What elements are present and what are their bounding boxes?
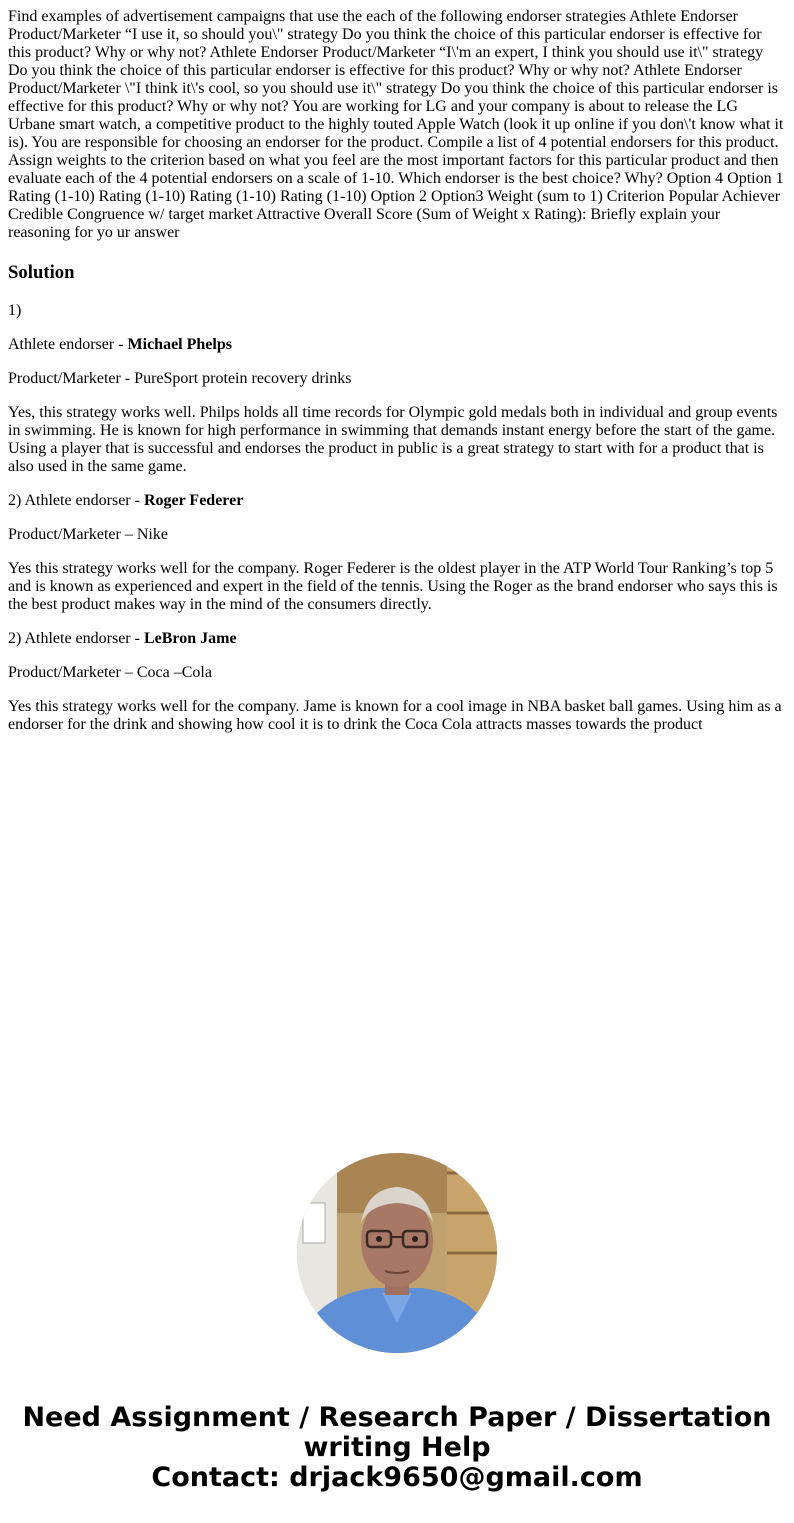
explanation-2: Yes this strategy works well for the company. Roger Federer is the oldest player in the ATP World Tour Ranking’s top 5 and is known as experienced and expert in the field of the tennis. Using the Roger as the brand endorser who says this is the best product makes way in the mind of the consumers directly. <box>8 560 778 613</box>
endorser-line-3 <box>8 630 786 648</box>
solution-number: 1) <box>8 302 22 319</box>
endorser-line-2 <box>8 492 786 510</box>
endorser-name: Roger Federer <box>143 492 244 509</box>
avatar-portrait-image <box>297 1153 497 1353</box>
product-line-3: Product/Marketer – Coca –Cola <box>8 664 212 681</box>
solution-heading: Solution <box>8 262 75 283</box>
footer-line-2: writing Help <box>303 1432 491 1463</box>
footer-contact-line: Contact: drjack9650@gmail.com <box>151 1462 643 1493</box>
document-content <box>8 8 786 750</box>
explanation-1: Yes, this strategy works well. Philps holds all time records for Olympic gold medals both in individual and group events in swimming. He is known for high performance in swimming that demands instant energy before the start of the game. Using a player that is successful and endorses the product in public is a great strategy to start with for a product that is also used in the same game. <box>8 404 778 475</box>
product-line-2: Product/Marketer – Nike <box>8 526 168 543</box>
endorser-name: LeBron Jame <box>143 630 237 647</box>
explanation-3: Yes this strategy works well for the company. Jame is known for a cool image in NBA basket ball games. Using him as a endorser for the drink and showing how cool it is to drink the Coca Cola attracts masses towards the product <box>8 698 782 733</box>
product-line-1: Product/Marketer - PureSport protein recovery drinks <box>8 370 352 387</box>
endorser-name: Michael Phelps <box>127 336 232 353</box>
endorser-prefix: 2) Athlete endorser - <box>8 630 144 647</box>
endorser-line-1 <box>8 336 786 354</box>
question-text: Find examples of advertisement campaigns that use the each of the following endorser strategies Athlete Endorser Product/Marketer “I use it, so should you\" strategy Do you think the choice of this particular endorser is effective for this product? Why or why not? Athlete Endorser Product/Marketer “I\'m an expert, I think you should use it\" strategy Do you think the choice of this particular endorser is effective for this product? Why or why not? Athlete Endorser Product/Marketer \"I think it\'s cool, so you should use it\" strategy Do you think the choice of this particular endorser is effective for this product? Why or why not? You are working for LG and your company is about to release the LG Urbane smart watch, a competitive product to the highly touted Apple Watch (look it up online if you don\'t know what it is). You are responsible for choosing an endorser for the product. Compile a list of 4 potential endorsers for this product. Assign weights to the criterion based on what you feel are the most important factors for this particular product and then evaluate each of the 4 potential endorsers on a scale of 1-10. Which endorser is the best choice? Why? Option 4 Option 1 Rating (1-10) Rating (1-10) Rating (1-10) Rating (1-10) Option 2 Option3 Weight (sum to 1) Criterion Popular Achiever Credible Congruence w/ target market Attractive Overall Score (Sum of Weight x Rating): Briefly explain your reasoning for yo ur answer <box>8 8 784 241</box>
footer-line-1: Need Assignment / Research Paper / Dissertation <box>22 1402 772 1433</box>
expert-avatar <box>297 1153 497 1353</box>
contact-footer <box>0 1403 794 1493</box>
endorser-prefix: Athlete endorser - <box>8 336 128 353</box>
endorser-prefix: 2) Athlete endorser - <box>8 492 144 509</box>
